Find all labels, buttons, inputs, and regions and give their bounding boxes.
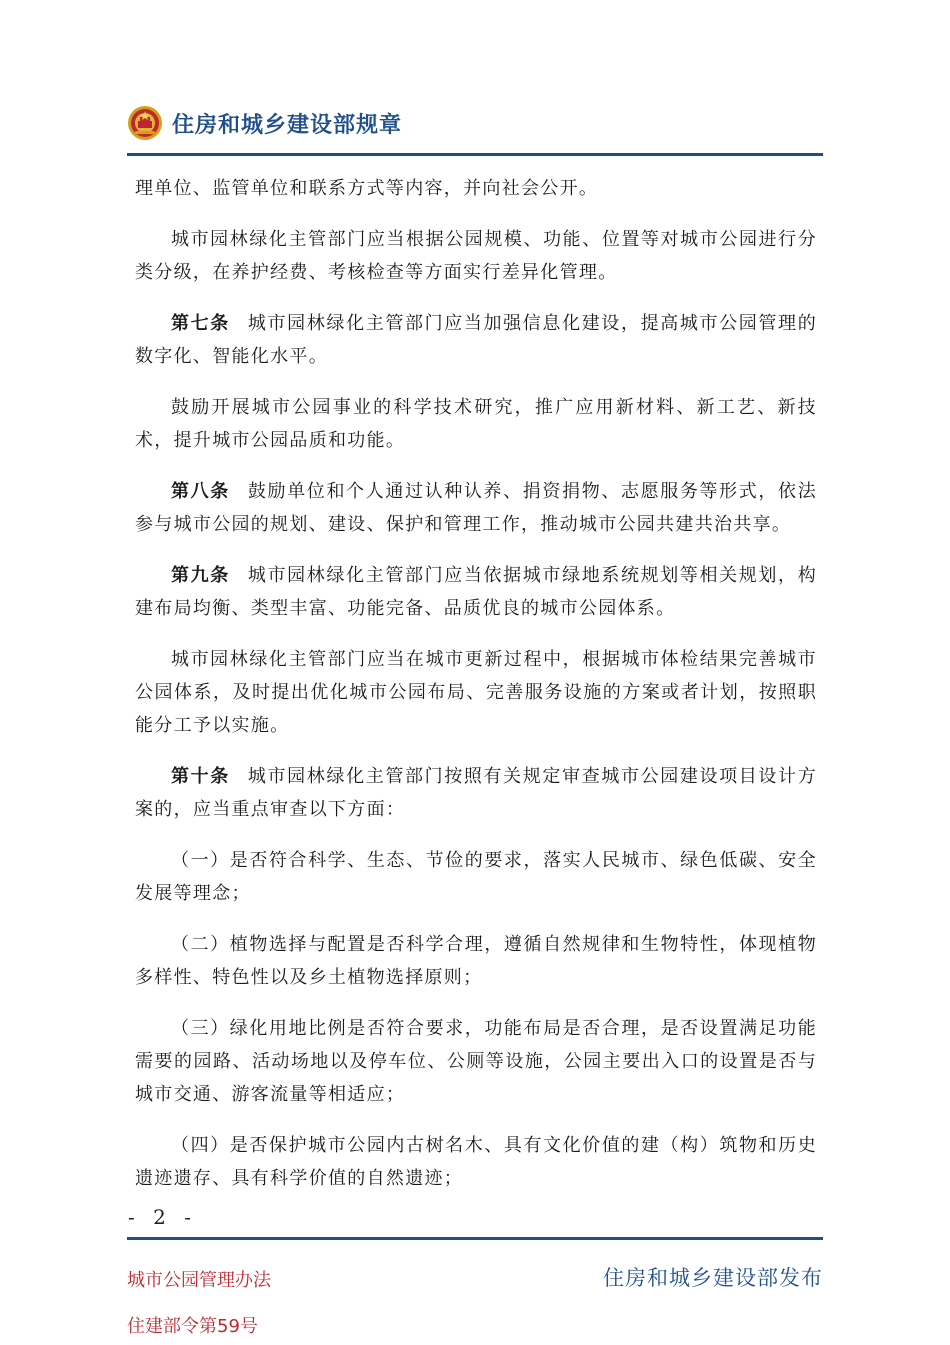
body-paragraph (135, 844, 817, 910)
article-label: 第七条 (171, 313, 230, 334)
body-paragraph (135, 391, 817, 457)
paragraph-text: （三）绿化用地比例是否符合要求，功能布局是否合理，是否设置满足功能需要的园路、活动场地以及停车位、公厕等设施，公园主要出入口的设置是否与城市交通、游客流量等相适应； (135, 1018, 817, 1105)
body-paragraph (135, 1129, 817, 1195)
paragraph-text: 城市园林绿化主管部门按照有关规定审查城市公园建设项目设计方案的，应当重点审查以下方面： (135, 766, 817, 820)
body-paragraph (135, 928, 817, 994)
header-divider (127, 153, 823, 156)
paragraph-text: 鼓励开展城市公园事业的科学技术研究，推广应用新材料、新工艺、新技术，提升城市公园品质和功能。 (135, 397, 817, 451)
article-paragraph (135, 760, 817, 826)
paragraph-text: 城市园林绿化主管部门应当依据城市绿地系统规划等相关规划，构建布局均衡、类型丰富、功能完备、品质优良的城市公园体系。 (135, 565, 817, 619)
publisher: 住房和城乡建设部发布 (603, 1266, 823, 1290)
article-paragraph (135, 307, 817, 373)
body-paragraph (135, 643, 817, 742)
document-title: 城市公园管理办法 (127, 1270, 271, 1291)
paragraph-text: 城市园林绿化主管部门应当加强信息化建设，提高城市公园管理的数字化、智能化水平。 (135, 313, 817, 367)
paragraph-text: （一）是否符合科学、生态、节俭的要求，落实人民城市、绿色低碳、安全发展等理念； (135, 850, 817, 904)
paragraph-text: （二）植物选择与配置是否科学合理，遵循自然规律和生物特性，体现植物多样性、特色性以及乡土植物选择原则； (135, 934, 817, 988)
body-paragraph (135, 223, 817, 289)
document-number: 住建部令第59号 (127, 1316, 258, 1337)
header-title: 住房和城乡建设部规章 (172, 113, 403, 138)
article-label: 第八条 (171, 481, 230, 502)
article-label: 第九条 (171, 565, 230, 586)
footer-divider (127, 1237, 823, 1240)
body-paragraph (135, 1012, 817, 1111)
article-label: 第十条 (171, 766, 230, 787)
paragraph-text: 城市园林绿化主管部门应当根据公园规模、功能、位置等对城市公园进行分类分级，在养护经费、考核检查等方面实行差异化管理。 (135, 229, 817, 283)
paragraph-text: 理单位、监管单位和联系方式等内容，并向社会公开。 (135, 178, 599, 199)
body-paragraph (135, 172, 817, 205)
article-paragraph (135, 475, 817, 541)
document-body (135, 172, 817, 1213)
article-paragraph (135, 559, 817, 625)
page-header (127, 100, 823, 158)
paragraph-text: 城市园林绿化主管部门应当在城市更新过程中，根据城市体检结果完善城市公园体系，及时提出优化城市公园布局、完善服务设施的方案或者计划，按照职能分工予以实施。 (135, 649, 817, 736)
paragraph-text: 鼓励单位和个人通过认种认养、捐资捐物、志愿服务等形式，依法参与城市公园的规划、建设、保护和管理工作，推动城市公园共建共治共享。 (135, 481, 817, 535)
page-number: - 2 - (128, 1205, 197, 1229)
paragraph-text: （四）是否保护城市公园内古树名木、具有文化价值的建（构）筑物和历史遗迹遗存、具有科学价值的自然遗迹； (135, 1135, 817, 1189)
national-emblem-icon (127, 105, 163, 141)
